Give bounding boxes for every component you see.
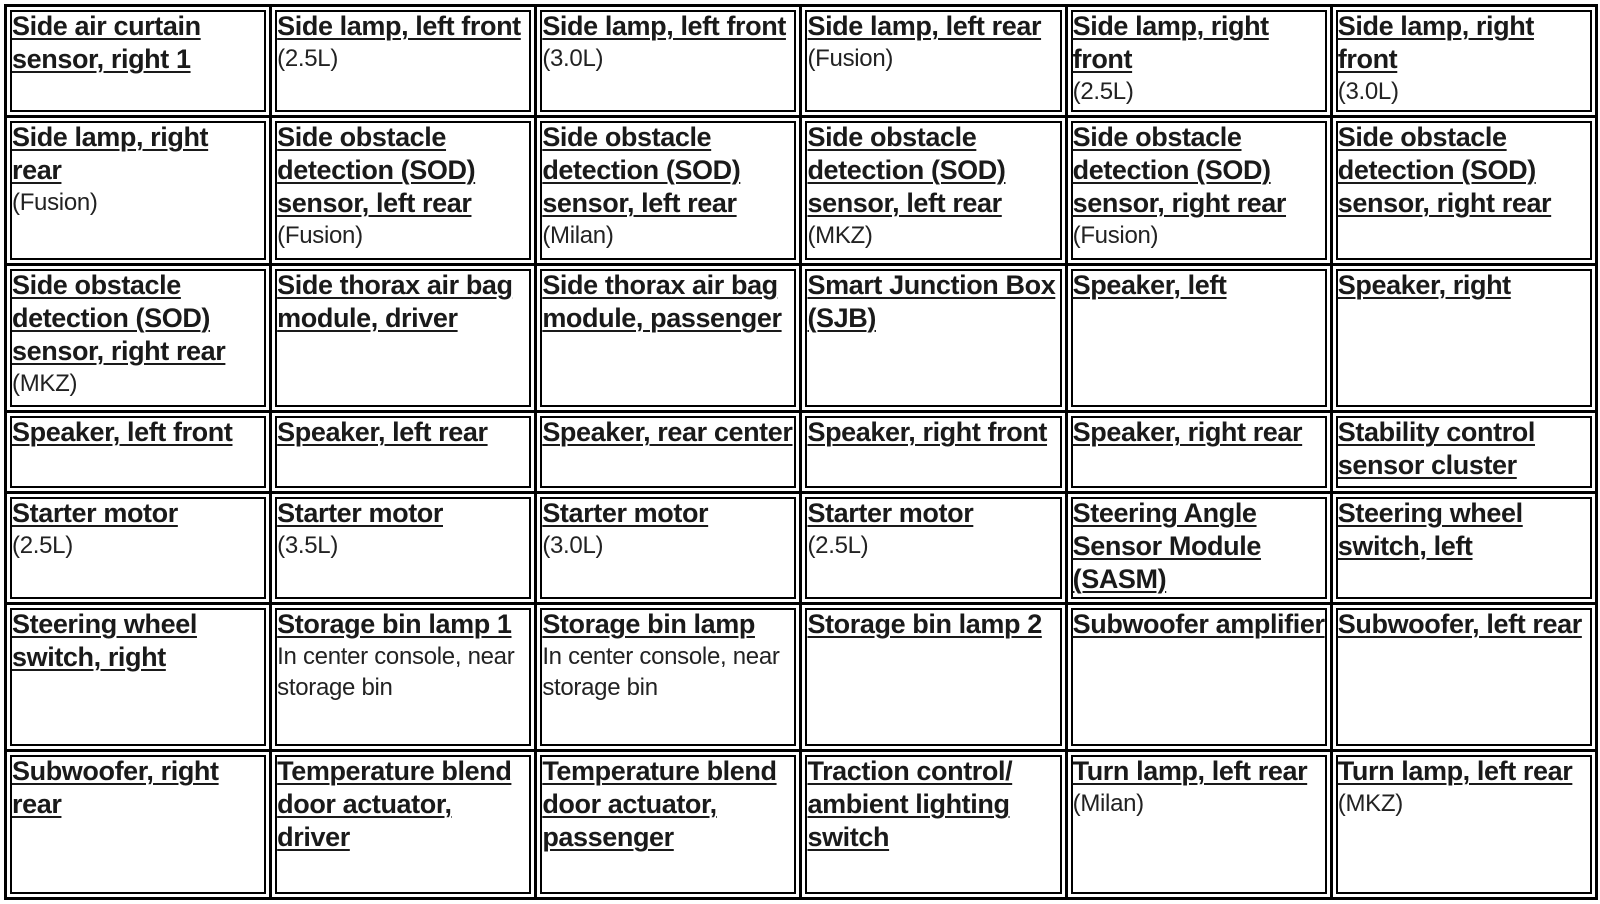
component-note: (Milan) [542,221,614,249]
table-row [7,413,1595,490]
component-note: (Fusion) [12,188,98,216]
table-cell [537,266,799,411]
table-cell [7,118,269,263]
table-cell [1333,7,1595,115]
table-row [7,494,1595,602]
component-link[interactable]: Starter motor [807,497,974,528]
component-note: (2.5L) [12,531,73,559]
table-cell [1333,266,1595,411]
table-row [7,752,1595,897]
component-note: (Fusion) [277,221,363,249]
component-link[interactable]: Storage bin lamp [542,608,755,639]
table-cell [802,605,1064,750]
component-note: (2.5L) [807,531,869,559]
component-link[interactable]: Storage bin lamp 2 [807,608,1042,639]
table-row [7,118,1595,263]
table-cell [7,605,269,750]
component-link[interactable]: Side obstacle detection (SOD) sensor, right rear [1072,121,1287,218]
component-link[interactable]: Traction control/ ambient lighting switch [807,756,1013,853]
table-cell [537,605,799,750]
component-link[interactable]: Side obstacle detection (SOD) sensor, right rear [12,269,226,366]
component-note: (Milan) [1072,790,1144,818]
table-row [7,605,1595,750]
component-link[interactable]: Side obstacle detection (SOD) sensor, left rear [807,121,1006,218]
table-cell [7,752,269,897]
component-link[interactable]: Speaker, right rear [1072,417,1303,448]
table-cell [272,494,534,602]
component-link[interactable]: Side obstacle detection (SOD) sensor, left rear [542,121,741,218]
component-note: (3.5L) [277,531,339,559]
component-link[interactable]: Storage bin lamp 1 [277,608,512,639]
table-cell [537,7,799,115]
component-note: (2.5L) [277,45,339,72]
component-link[interactable]: Turn lamp, left rear [1337,756,1573,787]
component-note: (Fusion) [1072,221,1159,249]
table-cell [1333,118,1595,263]
table-cell [802,752,1064,897]
component-link[interactable]: Subwoofer amplifier [1072,608,1325,639]
table-cell [272,266,534,411]
component-link[interactable]: Smart Junction Box (SJB) [807,269,1056,333]
component-link[interactable]: Temperature blend door actuator, passenger [542,756,777,853]
component-link[interactable]: Subwoofer, right rear [12,756,219,820]
table-cell [1068,494,1330,602]
component-note: (MKZ) [807,221,873,249]
component-link[interactable]: Side thorax air bag module, passenger [542,269,782,333]
component-note: (MKZ) [12,369,78,397]
component-link[interactable]: Starter motor [542,497,709,528]
component-link[interactable]: Side obstacle detection (SOD) sensor, right rear [1337,121,1552,218]
component-link[interactable]: Side obstacle detection (SOD) sensor, left rear [277,121,476,218]
table-cell [272,413,534,490]
component-link[interactable]: Temperature blend door actuator, driver [277,756,512,853]
component-link[interactable]: Stability control sensor cluster [1337,417,1535,481]
component-link[interactable]: Steering wheel switch, left [1337,497,1523,561]
table-cell [1333,605,1595,750]
table-cell [1068,118,1330,263]
table-cell [802,7,1064,115]
component-location-table [4,4,1598,900]
table-row [7,7,1595,115]
component-link[interactable]: Steering Angle Sensor Module (SASM) [1072,497,1261,594]
table-cell [1068,7,1330,115]
table-cell [272,605,534,750]
table-cell [272,7,534,115]
component-link[interactable]: Speaker, right [1337,269,1511,300]
component-note: (3.0L) [542,531,604,559]
table-cell [272,752,534,897]
table-cell [802,413,1064,490]
component-link[interactable]: Side lamp, right rear [12,121,209,185]
component-note: (2.5L) [1072,78,1134,105]
component-link[interactable]: Speaker, right front [807,417,1048,448]
table-cell [537,494,799,602]
component-note: (3.0L) [1337,78,1399,105]
table-cell [1333,752,1595,897]
table-cell [1068,413,1330,490]
component-link[interactable]: Starter motor [277,497,443,528]
component-note: (MKZ) [1337,790,1403,818]
component-link[interactable]: Side lamp, right front [1072,11,1269,74]
component-note: In center console, near storage bin [277,642,515,701]
component-link[interactable]: Steering wheel switch, right [12,608,197,672]
table-row [7,266,1595,411]
component-note: In center console, near storage bin [542,642,780,701]
component-link[interactable]: Side lamp, right front [1337,11,1534,74]
table-cell [802,494,1064,602]
component-link[interactable]: Speaker, left rear [277,417,488,448]
component-note: (Fusion) [807,45,894,72]
table-cell [1068,605,1330,750]
table-cell [7,7,269,115]
table-cell [7,266,269,411]
table-cell [272,118,534,263]
component-link[interactable]: Subwoofer, left rear [1337,608,1582,639]
component-link[interactable]: Starter motor [12,497,178,528]
table-cell [1333,494,1595,602]
component-link[interactable]: Side air curtain sensor, right 1 [12,11,201,74]
table-cell [537,118,799,263]
component-link[interactable]: Speaker, rear center [542,417,793,448]
table-cell [7,413,269,490]
component-note: (3.0L) [542,45,604,72]
component-link[interactable]: Speaker, left [1072,269,1227,300]
table-cell [537,752,799,897]
table-cell [802,118,1064,263]
component-link[interactable]: Turn lamp, left rear [1072,756,1308,787]
component-link[interactable]: Side lamp, left rear [807,11,1042,41]
table-cell [537,413,799,490]
component-link[interactable]: Side lamp, left front [277,11,521,41]
component-link[interactable]: Side thorax air bag module, driver [277,269,513,333]
table-cell [1068,266,1330,411]
table-cell [7,494,269,602]
table-cell [1068,752,1330,897]
component-link[interactable]: Side lamp, left front [542,11,786,41]
component-link[interactable]: Speaker, left front [12,417,233,448]
table-cell [1333,413,1595,490]
table-cell [802,266,1064,411]
